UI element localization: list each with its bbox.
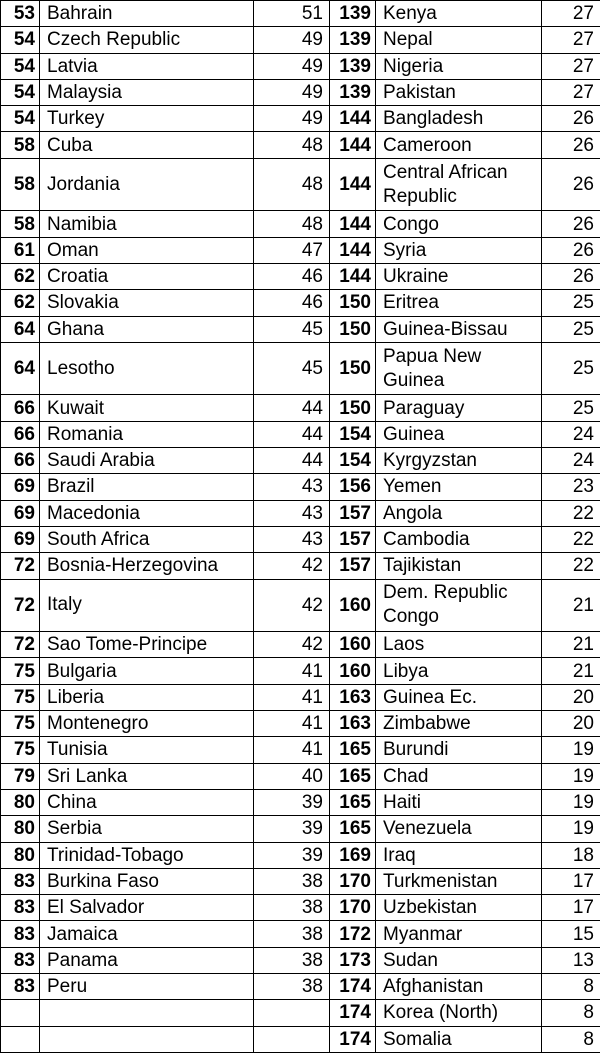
table-row: [1, 132, 600, 158]
left-rank-cell: 69: [1, 500, 40, 526]
table-row: [1, 579, 600, 632]
left-rank-cell: [1, 1026, 40, 1052]
right-rank-cell: 150: [330, 342, 376, 395]
left-rank-cell: 64: [1, 316, 40, 342]
table-row: [1, 474, 600, 500]
right-rank-cell: 173: [330, 947, 376, 973]
table-row: [1, 27, 600, 53]
left-score-cell: 42: [254, 579, 330, 632]
left-score-cell: [254, 1000, 330, 1026]
left-rank-cell: 75: [1, 711, 40, 737]
left-rank-cell: 80: [1, 842, 40, 868]
left-score-cell: 41: [254, 737, 330, 763]
left-country-cell: Liberia: [40, 684, 254, 710]
right-score-cell: 25: [542, 395, 600, 421]
left-country-cell: Oman: [40, 237, 254, 263]
right-country-cell: Chad: [376, 763, 542, 789]
right-score-cell: 17: [542, 895, 600, 921]
left-rank-cell: 72: [1, 579, 40, 632]
right-country-cell: Myanmar: [376, 921, 542, 947]
table-row: [1, 973, 600, 999]
right-country-cell: Yemen: [376, 474, 542, 500]
table-row: [1, 816, 600, 842]
left-country-cell: Peru: [40, 973, 254, 999]
right-score-cell: 21: [542, 632, 600, 658]
table-row: [1, 947, 600, 973]
right-country-cell: Guinea Ec.: [376, 684, 542, 710]
right-score-cell: 26: [542, 106, 600, 132]
right-score-cell: 20: [542, 684, 600, 710]
left-rank-cell: 80: [1, 789, 40, 815]
table-row: [1, 763, 600, 789]
left-country-cell: Czech Republic: [40, 27, 254, 53]
right-country-cell: Cambodia: [376, 526, 542, 552]
left-score-cell: 42: [254, 553, 330, 579]
table-row: [1, 342, 600, 395]
left-rank-cell: 54: [1, 27, 40, 53]
left-rank-cell: 69: [1, 526, 40, 552]
left-rank-cell: 75: [1, 684, 40, 710]
right-score-cell: 27: [542, 27, 600, 53]
left-country-cell: Italy: [40, 579, 254, 632]
left-country-cell: Romania: [40, 421, 254, 447]
right-country-cell: Pakistan: [376, 79, 542, 105]
right-score-cell: 27: [542, 53, 600, 79]
right-score-cell: 27: [542, 79, 600, 105]
right-country-cell: Sudan: [376, 947, 542, 973]
left-rank-cell: [1, 1000, 40, 1026]
right-rank-cell: 169: [330, 842, 376, 868]
left-country-cell: Slovakia: [40, 290, 254, 316]
left-country-cell: Kuwait: [40, 395, 254, 421]
right-country-cell: Guinea: [376, 421, 542, 447]
left-score-cell: 38: [254, 921, 330, 947]
left-score-cell: 42: [254, 632, 330, 658]
right-score-cell: 20: [542, 711, 600, 737]
right-score-cell: 18: [542, 842, 600, 868]
left-country-cell: Jordania: [40, 158, 254, 211]
left-rank-cell: 64: [1, 342, 40, 395]
left-country-cell: Turkey: [40, 106, 254, 132]
left-score-cell: 38: [254, 947, 330, 973]
right-score-cell: 26: [542, 132, 600, 158]
left-country-cell: South Africa: [40, 526, 254, 552]
left-score-cell: 48: [254, 158, 330, 211]
table-row: [1, 158, 600, 211]
right-country-cell: Tajikistan: [376, 553, 542, 579]
right-score-cell: 19: [542, 789, 600, 815]
left-rank-cell: 75: [1, 658, 40, 684]
left-country-cell: Croatia: [40, 263, 254, 289]
left-rank-cell: 66: [1, 395, 40, 421]
right-score-cell: 26: [542, 211, 600, 237]
right-score-cell: 22: [542, 553, 600, 579]
left-rank-cell: 83: [1, 921, 40, 947]
left-country-cell: Namibia: [40, 211, 254, 237]
left-country-cell: Malaysia: [40, 79, 254, 105]
left-score-cell: 39: [254, 816, 330, 842]
left-country-cell: Lesotho: [40, 342, 254, 395]
right-rank-cell: 174: [330, 1000, 376, 1026]
left-score-cell: 43: [254, 500, 330, 526]
right-score-cell: 24: [542, 421, 600, 447]
left-country-cell: Ghana: [40, 316, 254, 342]
table-row: [1, 500, 600, 526]
left-country-cell: Bulgaria: [40, 658, 254, 684]
table-row: [1, 263, 600, 289]
right-rank-cell: 157: [330, 500, 376, 526]
table-row: [1, 684, 600, 710]
right-score-cell: 25: [542, 316, 600, 342]
left-score-cell: 44: [254, 421, 330, 447]
right-rank-cell: 144: [330, 158, 376, 211]
right-rank-cell: 150: [330, 395, 376, 421]
right-score-cell: 27: [542, 1, 600, 27]
left-country-cell: Cuba: [40, 132, 254, 158]
right-score-cell: 21: [542, 658, 600, 684]
right-country-cell: Turkmenistan: [376, 868, 542, 894]
left-score-cell: 41: [254, 684, 330, 710]
right-country-cell: Paraguay: [376, 395, 542, 421]
table-row: [1, 1026, 600, 1052]
right-score-cell: 21: [542, 579, 600, 632]
right-rank-cell: 150: [330, 290, 376, 316]
right-rank-cell: 157: [330, 526, 376, 552]
right-country-cell: Cameroon: [376, 132, 542, 158]
right-rank-cell: 170: [330, 868, 376, 894]
right-country-cell: Guinea-Bissau: [376, 316, 542, 342]
left-country-cell: Latvia: [40, 53, 254, 79]
left-country-cell: Saudi Arabia: [40, 448, 254, 474]
right-country-cell: Congo: [376, 211, 542, 237]
table-row: [1, 526, 600, 552]
right-score-cell: 25: [542, 290, 600, 316]
right-score-cell: 23: [542, 474, 600, 500]
table-row: [1, 395, 600, 421]
left-country-cell: [40, 1000, 254, 1026]
right-rank-cell: 139: [330, 79, 376, 105]
left-score-cell: [254, 1026, 330, 1052]
right-score-cell: 8: [542, 1026, 600, 1052]
right-score-cell: 19: [542, 763, 600, 789]
left-score-cell: 38: [254, 868, 330, 894]
right-country-cell: Iraq: [376, 842, 542, 868]
left-rank-cell: 58: [1, 211, 40, 237]
left-country-cell: China: [40, 789, 254, 815]
left-score-cell: 44: [254, 395, 330, 421]
left-country-cell: Montenegro: [40, 711, 254, 737]
left-country-cell: Macedonia: [40, 500, 254, 526]
right-rank-cell: 154: [330, 448, 376, 474]
right-rank-cell: 144: [330, 132, 376, 158]
right-rank-cell: 150: [330, 316, 376, 342]
left-score-cell: 48: [254, 132, 330, 158]
table-row: [1, 106, 600, 132]
right-rank-cell: 165: [330, 763, 376, 789]
left-rank-cell: 66: [1, 421, 40, 447]
right-rank-cell: 163: [330, 684, 376, 710]
left-score-cell: 38: [254, 973, 330, 999]
right-country-cell: Burundi: [376, 737, 542, 763]
left-rank-cell: 80: [1, 816, 40, 842]
left-rank-cell: 83: [1, 947, 40, 973]
right-score-cell: 19: [542, 737, 600, 763]
left-score-cell: 45: [254, 342, 330, 395]
left-country-cell: Sao Tome-Principe: [40, 632, 254, 658]
right-rank-cell: 165: [330, 816, 376, 842]
right-country-cell: Dem. Republic Congo: [376, 579, 542, 632]
right-rank-cell: 165: [330, 737, 376, 763]
left-rank-cell: 54: [1, 106, 40, 132]
table-row: [1, 237, 600, 263]
left-rank-cell: 61: [1, 237, 40, 263]
left-rank-cell: 62: [1, 263, 40, 289]
left-rank-cell: 66: [1, 448, 40, 474]
right-score-cell: 26: [542, 237, 600, 263]
left-rank-cell: 54: [1, 79, 40, 105]
left-rank-cell: 72: [1, 553, 40, 579]
right-rank-cell: 139: [330, 53, 376, 79]
right-score-cell: 8: [542, 1000, 600, 1026]
table-row: [1, 211, 600, 237]
left-country-cell: Bahrain: [40, 1, 254, 27]
right-rank-cell: 160: [330, 632, 376, 658]
table-row: [1, 842, 600, 868]
table-row: [1, 868, 600, 894]
table-row: [1, 448, 600, 474]
table-row: [1, 421, 600, 447]
left-score-cell: 46: [254, 263, 330, 289]
table-row: [1, 658, 600, 684]
right-rank-cell: 170: [330, 895, 376, 921]
right-score-cell: 15: [542, 921, 600, 947]
left-score-cell: 47: [254, 237, 330, 263]
right-country-cell: Eritrea: [376, 290, 542, 316]
right-rank-cell: 139: [330, 1, 376, 27]
right-score-cell: 17: [542, 868, 600, 894]
table-row: [1, 290, 600, 316]
right-rank-cell: 160: [330, 579, 376, 632]
left-score-cell: 49: [254, 27, 330, 53]
left-rank-cell: 58: [1, 132, 40, 158]
left-score-cell: 39: [254, 842, 330, 868]
right-rank-cell: 172: [330, 921, 376, 947]
right-country-cell: Kyrgyzstan: [376, 448, 542, 474]
right-score-cell: 26: [542, 158, 600, 211]
right-rank-cell: 144: [330, 263, 376, 289]
right-country-cell: Venezuela: [376, 816, 542, 842]
left-country-cell: Sri Lanka: [40, 763, 254, 789]
right-rank-cell: 156: [330, 474, 376, 500]
right-score-cell: 25: [542, 342, 600, 395]
right-rank-cell: 144: [330, 237, 376, 263]
left-rank-cell: 72: [1, 632, 40, 658]
left-country-cell: Serbia: [40, 816, 254, 842]
table-row: [1, 711, 600, 737]
right-rank-cell: 144: [330, 211, 376, 237]
left-rank-cell: 83: [1, 868, 40, 894]
left-country-cell: Bosnia-Herzegovina: [40, 553, 254, 579]
table-row: [1, 632, 600, 658]
right-country-cell: Kenya: [376, 1, 542, 27]
left-rank-cell: 58: [1, 158, 40, 211]
left-country-cell: Jamaica: [40, 921, 254, 947]
right-country-cell: Somalia: [376, 1026, 542, 1052]
right-rank-cell: 174: [330, 973, 376, 999]
right-score-cell: 24: [542, 448, 600, 474]
left-score-cell: 46: [254, 290, 330, 316]
table-row: [1, 921, 600, 947]
table-row: [1, 53, 600, 79]
right-country-cell: Korea (North): [376, 1000, 542, 1026]
left-rank-cell: 53: [1, 1, 40, 27]
right-country-cell: Laos: [376, 632, 542, 658]
left-country-cell: Panama: [40, 947, 254, 973]
table-row: [1, 553, 600, 579]
left-country-cell: Trinidad-Tobago: [40, 842, 254, 868]
left-rank-cell: 62: [1, 290, 40, 316]
left-country-cell: Burkina Faso: [40, 868, 254, 894]
right-rank-cell: 139: [330, 27, 376, 53]
table-row: [1, 789, 600, 815]
left-rank-cell: 69: [1, 474, 40, 500]
right-rank-cell: 174: [330, 1026, 376, 1052]
right-rank-cell: 163: [330, 711, 376, 737]
right-country-cell: Angola: [376, 500, 542, 526]
table-row: [1, 1, 600, 27]
left-rank-cell: 83: [1, 973, 40, 999]
left-score-cell: 49: [254, 106, 330, 132]
left-score-cell: 51: [254, 1, 330, 27]
left-country-cell: [40, 1026, 254, 1052]
right-score-cell: 22: [542, 500, 600, 526]
right-country-cell: Libya: [376, 658, 542, 684]
left-country-cell: Brazil: [40, 474, 254, 500]
right-score-cell: 22: [542, 526, 600, 552]
right-rank-cell: 144: [330, 106, 376, 132]
right-score-cell: 8: [542, 973, 600, 999]
right-country-cell: Nepal: [376, 27, 542, 53]
table-row: [1, 316, 600, 342]
right-country-cell: Zimbabwe: [376, 711, 542, 737]
table-row: [1, 895, 600, 921]
left-score-cell: 45: [254, 316, 330, 342]
right-score-cell: 19: [542, 816, 600, 842]
left-score-cell: 39: [254, 789, 330, 815]
table-row: [1, 737, 600, 763]
left-rank-cell: 83: [1, 895, 40, 921]
right-score-cell: 13: [542, 947, 600, 973]
left-score-cell: 44: [254, 448, 330, 474]
left-country-cell: El Salvador: [40, 895, 254, 921]
right-country-cell: Uzbekistan: [376, 895, 542, 921]
right-score-cell: 26: [542, 263, 600, 289]
left-score-cell: 41: [254, 711, 330, 737]
left-rank-cell: 54: [1, 53, 40, 79]
right-country-cell: Nigeria: [376, 53, 542, 79]
right-country-cell: Afghanistan: [376, 973, 542, 999]
left-score-cell: 38: [254, 895, 330, 921]
left-score-cell: 49: [254, 79, 330, 105]
left-score-cell: 48: [254, 211, 330, 237]
right-country-cell: Bangladesh: [376, 106, 542, 132]
left-country-cell: Tunisia: [40, 737, 254, 763]
table-row: [1, 1000, 600, 1026]
right-country-cell: Ukraine: [376, 263, 542, 289]
left-score-cell: 49: [254, 53, 330, 79]
right-rank-cell: 154: [330, 421, 376, 447]
right-country-cell: Syria: [376, 237, 542, 263]
left-score-cell: 41: [254, 658, 330, 684]
right-rank-cell: 160: [330, 658, 376, 684]
left-rank-cell: 79: [1, 763, 40, 789]
ranking-table-body: [1, 1, 600, 1053]
right-country-cell: Haiti: [376, 789, 542, 815]
left-rank-cell: 75: [1, 737, 40, 763]
left-score-cell: 43: [254, 474, 330, 500]
right-country-cell: Papua New Guinea: [376, 342, 542, 395]
table-row: [1, 79, 600, 105]
left-score-cell: 43: [254, 526, 330, 552]
right-rank-cell: 157: [330, 553, 376, 579]
right-country-cell: Central African Republic: [376, 158, 542, 211]
left-score-cell: 40: [254, 763, 330, 789]
right-rank-cell: 165: [330, 789, 376, 815]
